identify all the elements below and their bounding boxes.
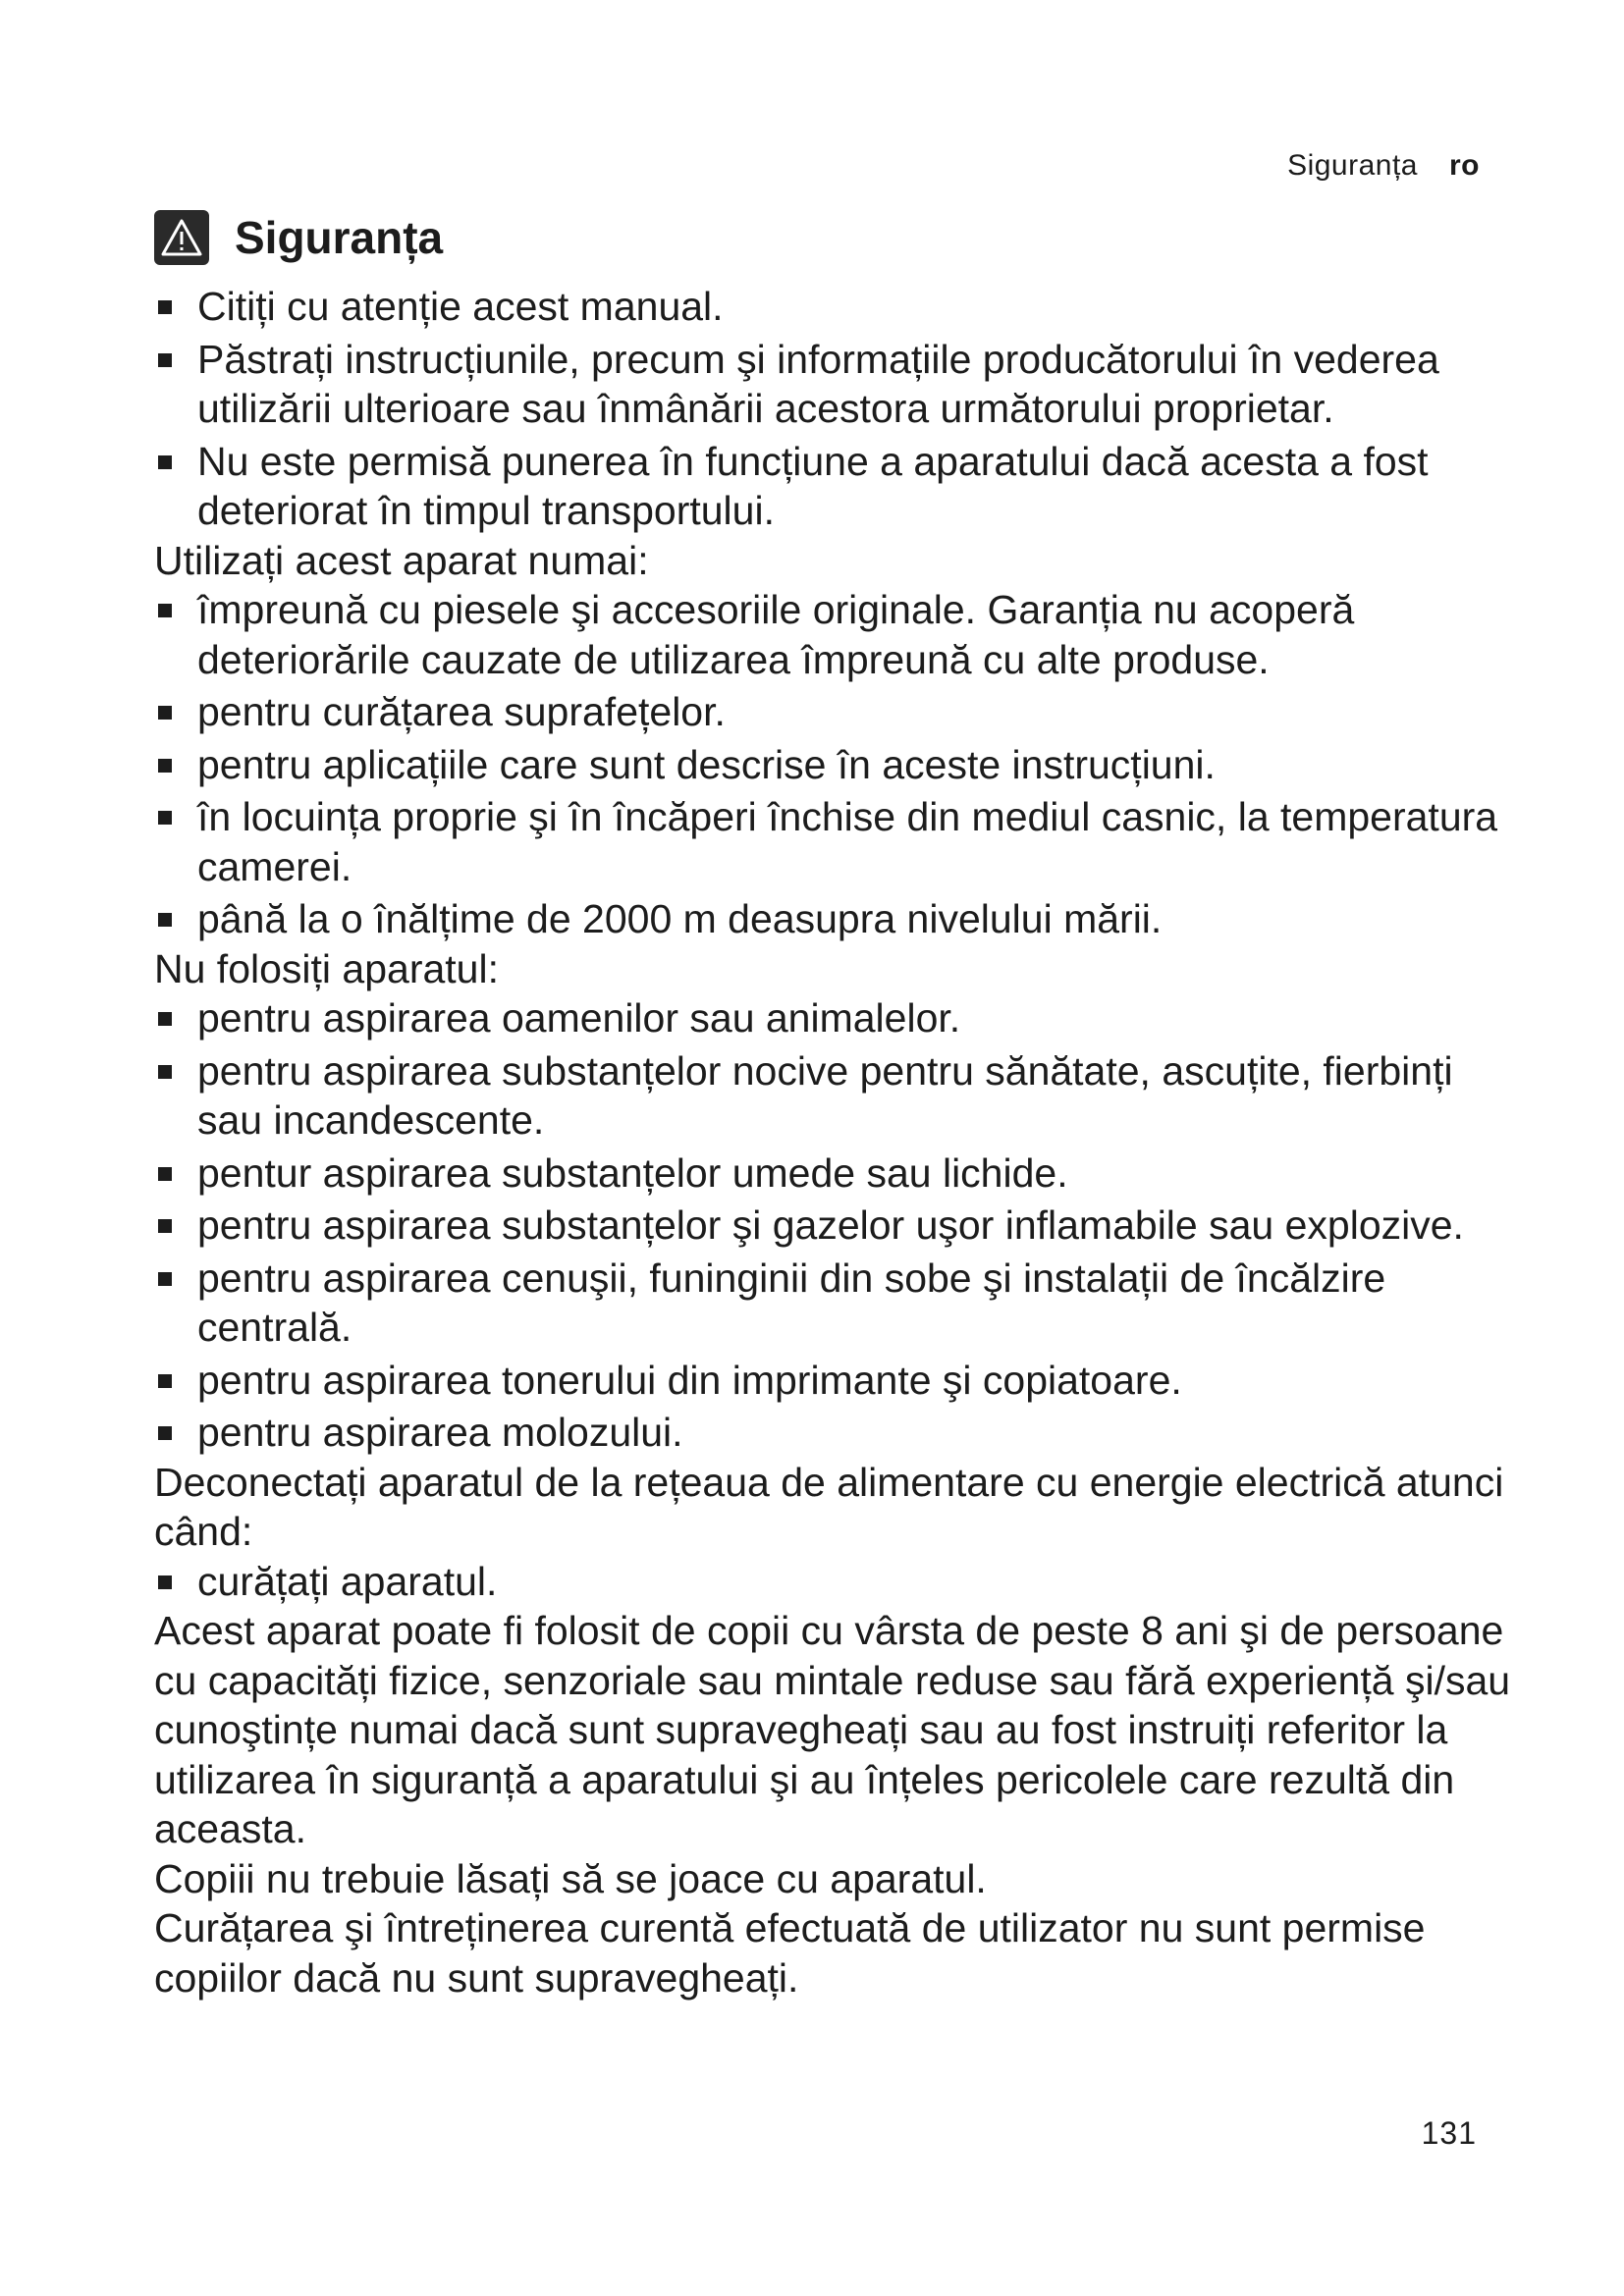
use-heading: Utilizați acest aparat numai: <box>154 537 649 583</box>
page-number: 131 <box>1421 2115 1477 2151</box>
list-item: Nu este permisă punerea în funcțiune a aparatului dacă acesta a fost deteriorat în timpul transportului. <box>154 437 1513 536</box>
list-item: pentru aplicațiile care sunt descrise în aceste instrucțiuni. <box>154 740 1513 790</box>
list-item: pentru aspirarea cenuşii, funinginii din sobe şi instalații de încălzire centrală. <box>154 1254 1513 1353</box>
children-paragraph: Acest aparat poate fi folosit de copii cu vârsta de peste 8 ani şi de persoane cu capacități fizice, senzoriale sau mintale reduse sau fără experiență şi/sau cunoştințe numai dacă sunt supravegheați sau au fost instruiți referitor la utilizarea în siguranță a aparatului şi au înțeles pericolele care rezultă din aceasta. <box>154 1608 1511 1851</box>
disconnect-list <box>154 1557 1513 1607</box>
list-item: pentru aspirarea molozului. <box>154 1408 1513 1458</box>
list-item: pentru aspirarea oamenilor sau animalelor. <box>154 993 1513 1043</box>
page-title: Siguranța <box>235 212 444 263</box>
use-list <box>154 585 1513 944</box>
children-play-paragraph: Copiii nu trebuie lăsați să se joace cu aparatul. <box>154 1855 987 1901</box>
dont-heading: Nu folosiți aparatul: <box>154 945 499 991</box>
warning-icon <box>154 210 209 265</box>
running-header <box>1287 149 1480 183</box>
dont-list <box>154 993 1513 1458</box>
list-item: pentru aspirarea substanțelor nocive pentru sănătate, ascuțite, fierbinți sau incandescente. <box>154 1046 1513 1146</box>
disconnect-heading: Deconectați aparatul de la rețeaua de alimentare cu energie electrică atunci când: <box>154 1459 1504 1554</box>
list-item: pentru aspirarea tonerului din imprimante şi copiatoare. <box>154 1356 1513 1406</box>
running-header-language: ro <box>1449 149 1480 182</box>
list-item: Păstrați instrucțiunile, precum şi informațiile producătorului în vederea utilizării ulterioare sau înmânării acestora următorului proprietar. <box>154 335 1513 434</box>
cleaning-paragraph: Curățarea şi întreținerea curentă efectuată de utilizator nu sunt permise copiilor dacă nu sunt supravegheați. <box>154 1905 1426 2001</box>
intro-list <box>154 282 1513 536</box>
safety-content <box>154 282 1513 2002</box>
list-item: curățați aparatul. <box>154 1557 1513 1607</box>
list-item: pentru curățarea suprafețelor. <box>154 687 1513 737</box>
section-title <box>154 210 443 265</box>
list-item: Citiți cu atenție acest manual. <box>154 282 1513 332</box>
list-item: pentru aspirarea substanțelor şi gazelor uşor inflamabile sau explozive. <box>154 1201 1513 1251</box>
list-item: în locuința proprie şi în încăperi închise din mediul casnic, la temperatura camerei. <box>154 792 1513 891</box>
running-header-section: Siguranța <box>1287 149 1418 182</box>
list-item: împreună cu piesele şi accesoriile originale. Garanția nu acoperă deteriorările cauzate de utilizarea împreună cu alte produse. <box>154 585 1513 684</box>
list-item: pentur aspirarea substanțelor umede sau lichide. <box>154 1148 1513 1199</box>
list-item: până la o înălțime de 2000 m deasupra nivelului mării. <box>154 894 1513 944</box>
